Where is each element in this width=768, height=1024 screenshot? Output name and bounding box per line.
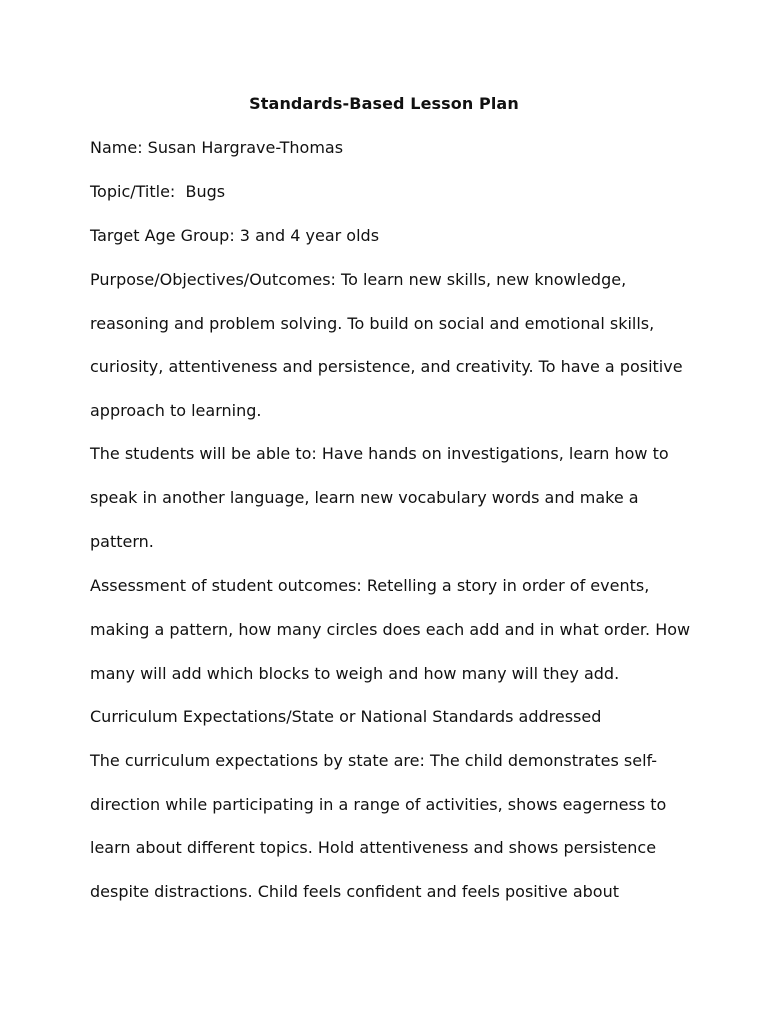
purpose-line-4: approach to learning.	[90, 401, 262, 420]
expectations-line-3: learn about different topics. Hold attentiveness and shows persistence	[90, 838, 657, 857]
target-age-line: Target Age Group: 3 and 4 year olds	[90, 226, 380, 245]
purpose-line-2: reasoning and problem solving. To build on social and emotional skills,	[90, 314, 655, 333]
students-line-1: The students will be able to: Have hands on investigations, learn how to	[90, 444, 669, 463]
curriculum-heading: Curriculum Expectations/State or National Standards addressed	[90, 707, 602, 726]
expectations-line-1: The curriculum expectations by state are: The child demonstrates self-	[90, 751, 658, 770]
students-line-2: speak in another language, learn new vocabulary words and make a	[90, 488, 639, 507]
assessment-line-1: Assessment of student outcomes: Retelling a story in order of events,	[90, 576, 650, 595]
name-line: Name: Susan Hargrave-Thomas	[90, 138, 344, 157]
assessment-line-2: making a pattern, how many circles does each add and in what order. How	[90, 620, 691, 639]
topic-line: Topic/Title: Bugs	[90, 182, 226, 201]
students-line-3: pattern.	[90, 532, 154, 551]
purpose-line-1: Purpose/Objectives/Outcomes: To learn new skills, new knowledge,	[90, 270, 627, 289]
document-title: Standards-Based Lesson Plan	[249, 94, 519, 113]
expectations-line-4: despite distractions. Child feels confident and feels positive about	[90, 882, 620, 901]
purpose-line-3: curiosity, attentiveness and persistence, and creativity. To have a positive	[90, 357, 683, 376]
expectations-line-2: direction while participating in a range of activities, shows eagerness to	[90, 795, 667, 814]
assessment-line-3: many will add which blocks to weigh and how many will they add.	[90, 664, 620, 683]
